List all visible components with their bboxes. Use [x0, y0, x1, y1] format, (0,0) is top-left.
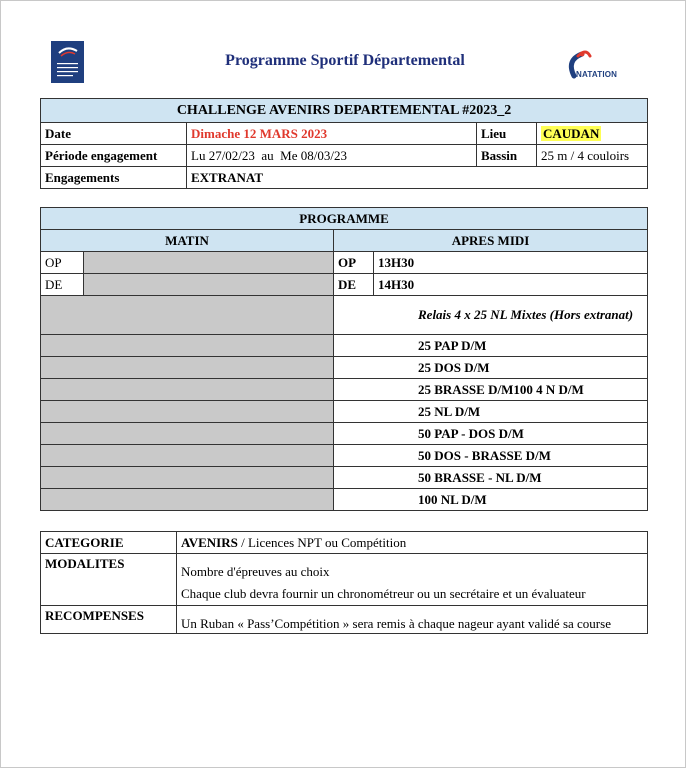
matin-op-label: OP: [41, 252, 84, 274]
event-row: 25 NL D/M: [334, 401, 648, 423]
matin-header: MATIN: [41, 230, 334, 252]
event-row: 100 NL D/M: [334, 489, 648, 511]
date-value: Dimache 12 MARS 2023: [187, 123, 477, 145]
programme-table: [40, 207, 648, 511]
event-row: 25 DOS D/M: [334, 357, 648, 379]
categorie-bold: AVENIRS: [181, 534, 238, 550]
matin-empty-slot: [41, 379, 334, 401]
lieu-label: Lieu: [477, 123, 537, 145]
bassin-label: Bassin: [477, 145, 537, 167]
matin-empty-slot: [41, 489, 334, 511]
event-row: 25 BRASSE D/M100 4 N D/M: [334, 379, 648, 401]
modalites-value: [177, 554, 648, 606]
matin-empty-slot: [41, 296, 334, 335]
engagements-label: Engagements: [41, 167, 187, 189]
event-row: Relais 4 x 25 NL Mixtes (Hors extranat): [334, 296, 648, 335]
periode-label: Période engagement: [41, 145, 187, 167]
challenge-table: [40, 98, 648, 189]
event-row: 50 DOS - BRASSE D/M: [334, 445, 648, 467]
matin-empty-slot: [41, 445, 334, 467]
modalites-label: MODALITES: [41, 554, 177, 606]
event-row: 50 BRASSE - NL D/M: [334, 467, 648, 489]
matin-empty-slot: [41, 357, 334, 379]
categorie-value: [177, 532, 648, 554]
date-label: Date: [41, 123, 187, 145]
matin-empty-slot: [41, 401, 334, 423]
am-op-time: 13H30: [374, 252, 648, 274]
recompenses-label: RECOMPENSES: [41, 606, 177, 634]
challenge-title: CHALLENGE AVENIRS DEPARTEMENTAL #2023_2: [41, 99, 648, 123]
programme-title: PROGRAMME: [41, 208, 648, 230]
apres-midi-header: APRES MIDI: [334, 230, 648, 252]
periode-value: Lu 27/02/23 au Me 08/03/23: [187, 145, 477, 167]
natation-logo: [560, 46, 632, 86]
modalites-line-1: Nombre d'épreuves au choix: [181, 563, 330, 579]
comite-logo: [51, 41, 84, 83]
natation-logo-text: NATATION: [576, 70, 618, 79]
am-de-time: 14H30: [374, 274, 648, 296]
modalites-line-2: Chaque club devra fournir un chronométreur ou un secrétaire et un évaluateur: [181, 585, 586, 601]
am-op-label: OP: [334, 252, 374, 274]
info-table: [40, 531, 648, 634]
engagements-value: EXTRANAT: [187, 167, 648, 189]
lieu-value: CAUDAN: [543, 125, 600, 141]
matin-empty-slot: [41, 423, 334, 445]
matin-de-slot: [84, 274, 334, 296]
am-de-label: DE: [334, 274, 374, 296]
lieu-cell: [537, 123, 648, 145]
event-row: 50 PAP - DOS D/M: [334, 423, 648, 445]
matin-de-label: DE: [41, 274, 84, 296]
matin-empty-slot: [41, 467, 334, 489]
categorie-rest: / Licences NPT ou Compétition: [237, 534, 407, 550]
bassin-value: 25 m / 4 couloirs: [537, 145, 648, 167]
recompenses-value: Un Ruban « Pass’Compétition » sera remis à chaque nageur ayant validé sa course: [177, 606, 648, 634]
matin-empty-slot: [41, 335, 334, 357]
event-row: 25 PAP D/M: [334, 335, 648, 357]
page-title: Programme Sportif Départemental: [225, 52, 465, 69]
categorie-label: CATEGORIE: [41, 532, 177, 554]
matin-op-slot: [84, 252, 334, 274]
